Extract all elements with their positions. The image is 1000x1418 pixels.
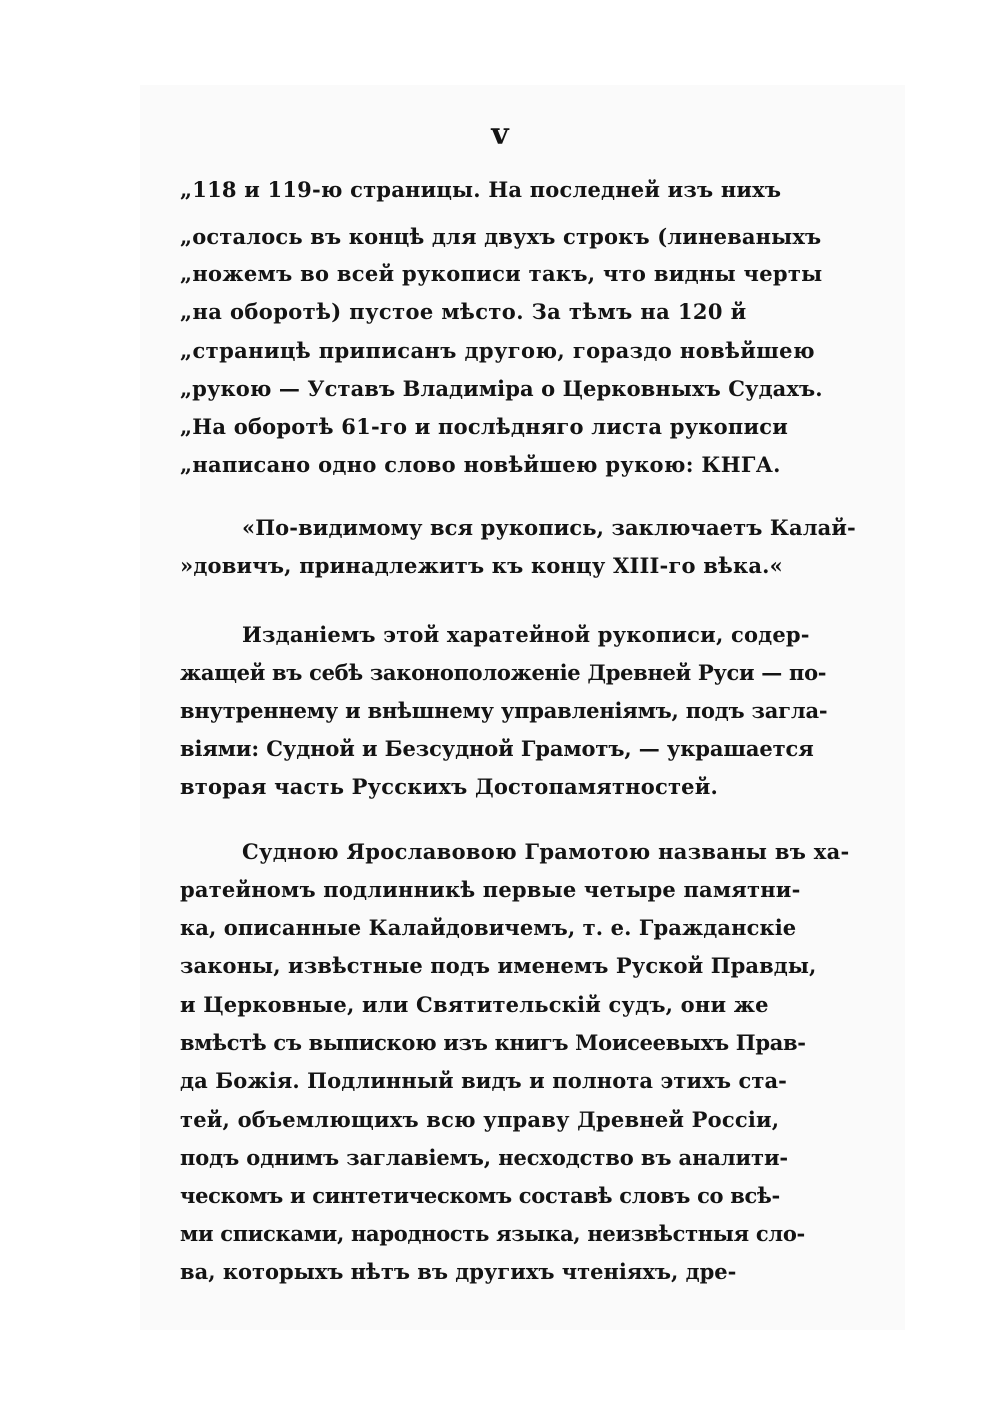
- text-line: „на оборотѣ) пустое мѣсто. За тѣмъ на 120 й: [180, 299, 747, 324]
- text-line: ка, описанные Калайдовичемъ, т. е. Гражданскіе: [180, 915, 797, 940]
- text-line: „На оборотѣ 61-го и послѣдняго листа рукописи: [180, 414, 789, 439]
- text-line: ческомъ и синтетическомъ составѣ словъ со всѣ-: [180, 1183, 780, 1208]
- text-line: „118 и 119-ю страницы. На последней изъ нихъ: [180, 177, 782, 202]
- text-line: „осталось въ концѣ для двухъ строкъ (линеваныхъ: [180, 224, 822, 249]
- text-line: тей, объемлющихъ всю управу Древней Россіи,: [180, 1107, 780, 1132]
- text-line: „страницѣ приписанъ другою, гораздо новѣйшею: [180, 338, 815, 363]
- text-line: »довичъ, принадлежитъ къ концу XIII-го вѣка.«: [180, 553, 784, 578]
- text-line: внутреннему и внѣшнему управленіямъ, подъ загла-: [180, 698, 828, 723]
- text-line: и Церковные, или Святительскій судъ, они же: [180, 992, 769, 1017]
- text-line: „ножемъ во всей рукописи такъ, что видны черты: [180, 261, 823, 286]
- text-line: жащей въ себѣ законоположеніе Древней Руси — по-: [180, 660, 827, 685]
- text-line: „написано одно слово новѣйшею рукою: КНГА.: [180, 452, 781, 477]
- text-line: «По-видимому вся рукопись, заключаетъ Калай-: [242, 515, 856, 540]
- text-line: вторая часть Русскихъ Достопамятностей.: [180, 774, 719, 799]
- text-line: ратейномъ подлинникѣ первые четыре памятни-: [180, 877, 801, 902]
- text-line: „рукою — Уставъ Владиміра о Церковныхъ Судахъ.: [180, 376, 823, 401]
- text-line: законы, извѣстные подъ именемъ Руской Правды,: [180, 953, 817, 978]
- text-line: подъ однимъ заглавіемъ, несходство въ аналити-: [180, 1145, 789, 1170]
- text-line: віями: Судной и Безсудной Грамотъ, — украшается: [180, 736, 814, 761]
- text-line: Изданіемъ этой харатейной рукописи, содер-: [242, 622, 810, 647]
- page-number: v: [491, 117, 509, 152]
- text-line: ва, которыхъ нѣтъ въ другихъ чтеніяхъ, дре-: [180, 1259, 737, 1284]
- text-line: Судною Ярославовою Грамотою названы въ ха-: [242, 839, 850, 864]
- text-line: да Божія. Подлинный видъ и полнота этихъ ста-: [180, 1068, 787, 1093]
- text-line: ми списками, народность языка, неизвѣстныя сло-: [180, 1221, 805, 1246]
- text-line: вмѣстѣ съ выпискою изъ книгъ Моисеевыхъ Прав-: [180, 1030, 806, 1055]
